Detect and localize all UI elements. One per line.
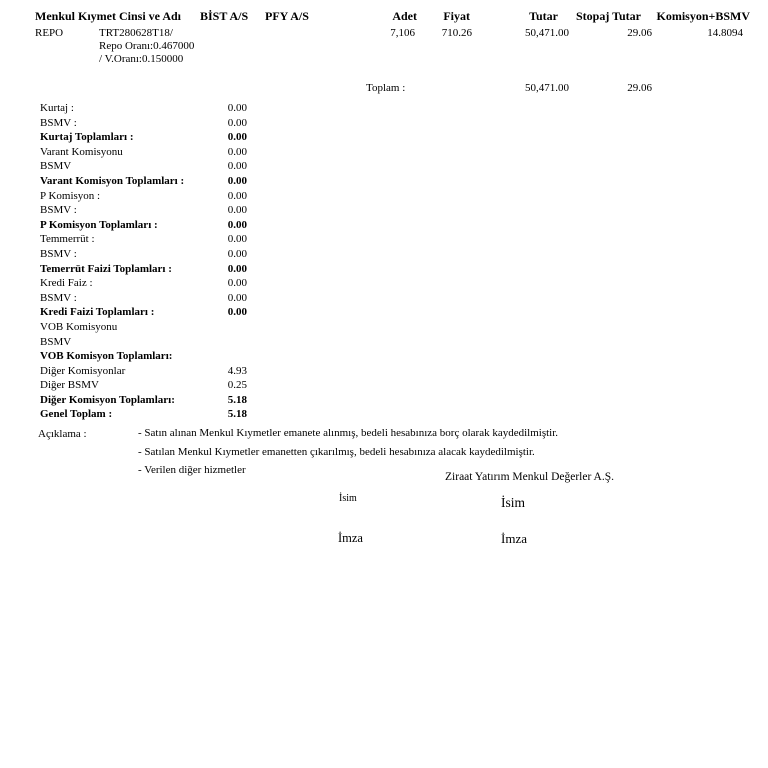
aciklama-label: Açıklama : [38, 428, 87, 440]
fee-label: Varant Komisyon Toplamları : [40, 174, 185, 187]
fee-row-kredi-toplam [40, 305, 247, 320]
fee-value: 0.00 [227, 116, 247, 129]
sign-left-signature-label: İmza [338, 531, 363, 545]
fee-label: Diğer Komisyonlar [40, 364, 126, 377]
fee-value: 0.00 [227, 174, 247, 187]
fee-label: Temmerrüt : [40, 233, 95, 246]
fee-label: Kredi Faiz : [40, 277, 93, 290]
tax-rate: / V.Oranı:0.150000 [99, 53, 184, 65]
fee-value: 0.00 [227, 291, 247, 304]
security-code: TRT280628T18/ [99, 27, 173, 39]
repo-rate: Repo Oranı:0.467000 [99, 40, 195, 52]
fee-row-diger-bsmv [40, 378, 247, 393]
row-fiyat-value: 710.26 [441, 27, 472, 39]
total-tutar-value: 50,471.00 [525, 82, 569, 94]
fee-label: Diğer Komisyon Toplamları: [40, 393, 175, 406]
fee-row-kredi-faiz [40, 276, 247, 291]
fee-value: 0.00 [227, 306, 247, 319]
fee-row-kurtaj-toplam [40, 130, 247, 145]
row-security-name [99, 27, 194, 66]
fee-value: 0.00 [227, 131, 247, 144]
fee-label: VOB Komisyon Toplamları: [40, 350, 173, 363]
row-adet-value: 7,106 [390, 27, 415, 39]
fee-label: BSMV [40, 160, 72, 173]
fee-label: BSMV : [40, 291, 77, 304]
column-header-tutar: Tutar [529, 9, 558, 23]
fee-value: 0.25 [227, 379, 247, 392]
fee-row-vob-toplam [40, 349, 247, 364]
fee-row-bsmv [40, 247, 247, 262]
fee-row-p-komisyon-toplam [40, 218, 247, 233]
fee-row-p-komisyon [40, 189, 247, 204]
fee-value: 0.00 [227, 262, 247, 275]
fee-label: Temerrüt Faizi Toplamları : [40, 262, 172, 275]
row-tutar-value: 50,471.00 [525, 27, 569, 39]
fee-label: Diğer BSMV [40, 379, 99, 392]
fee-label: Varant Komisyonu [40, 145, 123, 158]
total-stopaj-value: 29.06 [627, 82, 652, 94]
fee-label: BSMV : [40, 204, 77, 217]
fee-row-temerrut-toplam [40, 262, 247, 277]
row-security-type: REPO [35, 27, 64, 39]
fee-value: 0.00 [227, 204, 247, 217]
fee-value: 0.00 [227, 160, 247, 173]
fee-row-vob-komisyonu [40, 320, 247, 335]
fee-row-temmerrut [40, 232, 247, 247]
fee-label: Genel Toplam : [40, 408, 113, 421]
fees-list [40, 101, 247, 422]
company-name: Ziraat Yatırım Menkul Değerler A.Ş. [445, 471, 614, 483]
column-header-pfy-as: PFY A/S [265, 9, 309, 23]
column-header-bist-as: BİST A/S [200, 9, 249, 23]
fee-label: P Komisyon Toplamları : [40, 218, 158, 231]
fee-value: 0.00 [227, 247, 247, 260]
fee-label: BSMV [40, 335, 72, 348]
sign-right-signature-label: İmza [501, 531, 527, 546]
fee-label: Kredi Faizi Toplamları : [40, 306, 155, 319]
fee-label: Kurtaj Toplamları : [40, 131, 134, 144]
fee-row-bsmv [40, 291, 247, 306]
fee-row-varant-komisyonu [40, 145, 247, 160]
note-line: - Satılan Menkul Kıymetler emanetten çıkarılmış, bedeli hesabınıza alacak kaydedilmiştir. [138, 445, 535, 458]
row-komisyon-value: 14.8094 [707, 27, 743, 39]
fee-row-bsmv [40, 203, 247, 218]
column-header-stopaj-tutar: Stopaj Tutar [575, 9, 641, 23]
column-header-security: Menkul Kıymet Cinsi ve Adı [35, 9, 182, 23]
fee-value: 0.00 [227, 102, 247, 114]
fee-value: 0.00 [227, 218, 247, 231]
sign-left-name-label: İsim [339, 493, 357, 504]
fee-label: P Komisyon : [40, 189, 101, 202]
fee-label: BSMV : [40, 116, 77, 129]
fee-row-diger-toplam [40, 393, 247, 408]
fee-label: VOB Komisyonu [40, 320, 118, 333]
fee-value: 5.18 [227, 408, 247, 421]
fee-row-bsmv [40, 116, 247, 131]
fee-row-diger-komisyonlar [40, 364, 247, 379]
fee-value: 0.00 [227, 277, 247, 290]
note-line: - Satın alınan Menkul Kıymetler emanete alınmış, bedeli hesabınıza borç olarak kaydedilmiştir. [138, 427, 559, 439]
fee-row-kurtaj [40, 101, 247, 116]
fee-row-bsmv [40, 335, 247, 350]
fee-value: 5.18 [227, 393, 247, 406]
fee-row-genel-toplam [40, 407, 247, 422]
column-header-fiyat: Fiyat [443, 9, 470, 23]
sign-right-name-label: İsim [501, 495, 526, 510]
total-label: Toplam : [366, 82, 406, 94]
fee-value: 0.00 [227, 233, 247, 246]
row-stopaj-value: 29.06 [627, 27, 652, 39]
fee-value: 0.00 [227, 145, 247, 158]
fee-label: BSMV : [40, 247, 77, 260]
fee-value: 4.93 [227, 364, 247, 377]
fee-value: 0.00 [227, 189, 247, 202]
column-header-adet: Adet [392, 9, 417, 23]
fee-row-bsmv [40, 159, 247, 174]
fee-label: Kurtaj : [40, 102, 74, 114]
fee-row-varant-toplam [40, 174, 247, 189]
column-header-komisyon-bsmv: Komisyon+BSMV [656, 9, 750, 23]
note-line: - Verilen diğer hizmetler [138, 464, 246, 476]
